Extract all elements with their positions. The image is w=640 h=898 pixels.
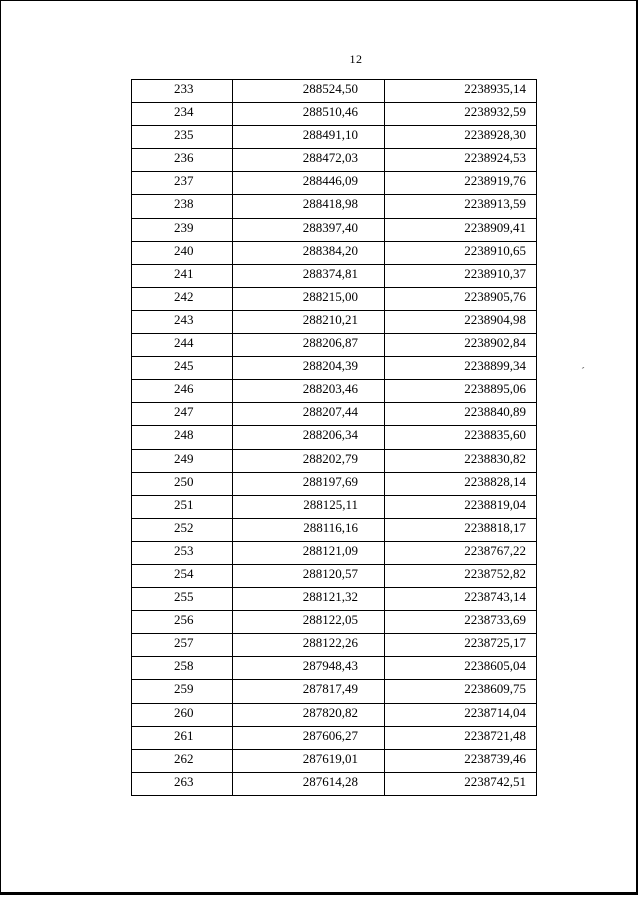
table-row [132, 541, 537, 564]
y-coordinate-cell: 2238725,17 [385, 634, 537, 657]
y-coordinate-cell: 2238910,37 [385, 264, 537, 287]
x-coordinate-cell: 288524,50 [233, 80, 385, 103]
x-coordinate-cell: 288210,21 [233, 310, 385, 333]
point-number-cell: 248 [132, 426, 233, 449]
table-row [132, 426, 537, 449]
table-row [132, 195, 537, 218]
stray-pen-mark: ˊ [578, 365, 586, 378]
x-coordinate-cell: 287820,82 [233, 703, 385, 726]
table-row [132, 357, 537, 380]
point-number-cell: 239 [132, 218, 233, 241]
table-row [132, 241, 537, 264]
y-coordinate-cell: 2238752,82 [385, 564, 537, 587]
point-number-cell: 234 [132, 103, 233, 126]
x-coordinate-cell: 288207,44 [233, 403, 385, 426]
point-number-cell: 259 [132, 680, 233, 703]
y-coordinate-cell: 2238739,46 [385, 749, 537, 772]
x-coordinate-cell: 288121,32 [233, 588, 385, 611]
y-coordinate-cell: 2238721,48 [385, 726, 537, 749]
x-coordinate-cell: 287614,28 [233, 772, 385, 795]
table-row [132, 726, 537, 749]
table-row [132, 403, 537, 426]
point-number-cell: 256 [132, 611, 233, 634]
x-coordinate-cell: 288125,11 [233, 495, 385, 518]
table-row [132, 80, 537, 103]
point-number-cell: 257 [132, 634, 233, 657]
x-coordinate-cell: 288397,40 [233, 218, 385, 241]
point-number-cell: 243 [132, 310, 233, 333]
table-row [132, 149, 537, 172]
point-number-cell: 260 [132, 703, 233, 726]
x-coordinate-cell: 288384,20 [233, 241, 385, 264]
y-coordinate-cell: 2238924,53 [385, 149, 537, 172]
table-row [132, 380, 537, 403]
y-coordinate-cell: 2238767,22 [385, 541, 537, 564]
table-row [132, 218, 537, 241]
point-number-cell: 236 [132, 149, 233, 172]
y-coordinate-cell: 2238830,82 [385, 449, 537, 472]
x-coordinate-cell: 288122,05 [233, 611, 385, 634]
y-coordinate-cell: 2238910,65 [385, 241, 537, 264]
x-coordinate-cell: 288206,34 [233, 426, 385, 449]
table-row [132, 772, 537, 795]
x-coordinate-cell: 288120,57 [233, 564, 385, 587]
x-coordinate-cell: 288446,09 [233, 172, 385, 195]
x-coordinate-cell: 287948,43 [233, 657, 385, 680]
y-coordinate-cell: 2238828,14 [385, 472, 537, 495]
table-row [132, 657, 537, 680]
point-number-cell: 238 [132, 195, 233, 218]
y-coordinate-cell: 2238895,06 [385, 380, 537, 403]
table-row [132, 495, 537, 518]
point-number-cell: 251 [132, 495, 233, 518]
x-coordinate-cell: 287619,01 [233, 749, 385, 772]
x-coordinate-cell: 288202,79 [233, 449, 385, 472]
page-number: 12 [349, 52, 363, 66]
point-number-cell: 261 [132, 726, 233, 749]
y-coordinate-cell: 2238819,04 [385, 495, 537, 518]
point-number-cell: 240 [132, 241, 233, 264]
x-coordinate-cell: 287606,27 [233, 726, 385, 749]
table-row [132, 287, 537, 310]
y-coordinate-cell: 2238935,14 [385, 80, 537, 103]
x-coordinate-cell: 288203,46 [233, 380, 385, 403]
y-coordinate-cell: 2238605,04 [385, 657, 537, 680]
x-coordinate-cell: 288418,98 [233, 195, 385, 218]
point-number-cell: 246 [132, 380, 233, 403]
point-number-cell: 244 [132, 334, 233, 357]
x-coordinate-cell: 288116,16 [233, 518, 385, 541]
point-number-cell: 254 [132, 564, 233, 587]
coordinates-table [131, 79, 537, 796]
table-row [132, 334, 537, 357]
y-coordinate-cell: 2238905,76 [385, 287, 537, 310]
table-row [132, 103, 537, 126]
point-number-cell: 242 [132, 287, 233, 310]
y-coordinate-cell: 2238714,04 [385, 703, 537, 726]
y-coordinate-cell: 2238743,14 [385, 588, 537, 611]
x-coordinate-cell: 288472,03 [233, 149, 385, 172]
x-coordinate-cell: 287817,49 [233, 680, 385, 703]
point-number-cell: 233 [132, 80, 233, 103]
table-row [132, 611, 537, 634]
x-coordinate-cell: 288510,46 [233, 103, 385, 126]
table-row [132, 518, 537, 541]
x-coordinate-cell: 288204,39 [233, 357, 385, 380]
table-row [132, 588, 537, 611]
y-coordinate-cell: 2238840,89 [385, 403, 537, 426]
y-coordinate-cell: 2238835,60 [385, 426, 537, 449]
point-number-cell: 253 [132, 541, 233, 564]
table-row [132, 634, 537, 657]
y-coordinate-cell: 2238609,75 [385, 680, 537, 703]
table-row [132, 703, 537, 726]
point-number-cell: 241 [132, 264, 233, 287]
point-number-cell: 258 [132, 657, 233, 680]
x-coordinate-cell: 288122,26 [233, 634, 385, 657]
point-number-cell: 262 [132, 749, 233, 772]
y-coordinate-cell: 2238932,59 [385, 103, 537, 126]
x-coordinate-cell: 288491,10 [233, 126, 385, 149]
point-number-cell: 249 [132, 449, 233, 472]
y-coordinate-cell: 2238899,34 [385, 357, 537, 380]
y-coordinate-cell: 2238733,69 [385, 611, 537, 634]
x-coordinate-cell: 288121,09 [233, 541, 385, 564]
y-coordinate-cell: 2238904,98 [385, 310, 537, 333]
table-row [132, 126, 537, 149]
table-row [132, 564, 537, 587]
x-coordinate-cell: 288206,87 [233, 334, 385, 357]
table-row [132, 749, 537, 772]
y-coordinate-cell: 2238913,59 [385, 195, 537, 218]
table-row [132, 449, 537, 472]
y-coordinate-cell: 2238742,51 [385, 772, 537, 795]
table-row [132, 680, 537, 703]
y-coordinate-cell: 2238818,17 [385, 518, 537, 541]
point-number-cell: 255 [132, 588, 233, 611]
y-coordinate-cell: 2238928,30 [385, 126, 537, 149]
y-coordinate-cell: 2238919,76 [385, 172, 537, 195]
x-coordinate-cell: 288374,81 [233, 264, 385, 287]
x-coordinate-cell: 288197,69 [233, 472, 385, 495]
point-number-cell: 237 [132, 172, 233, 195]
point-number-cell: 247 [132, 403, 233, 426]
point-number-cell: 250 [132, 472, 233, 495]
table-row [132, 310, 537, 333]
y-coordinate-cell: 2238909,41 [385, 218, 537, 241]
table-row [132, 172, 537, 195]
point-number-cell: 245 [132, 357, 233, 380]
point-number-cell: 252 [132, 518, 233, 541]
table-row [132, 264, 537, 287]
x-coordinate-cell: 288215,00 [233, 287, 385, 310]
table-row [132, 472, 537, 495]
point-number-cell: 263 [132, 772, 233, 795]
point-number-cell: 235 [132, 126, 233, 149]
y-coordinate-cell: 2238902,84 [385, 334, 537, 357]
coordinates-table-body [132, 80, 537, 796]
